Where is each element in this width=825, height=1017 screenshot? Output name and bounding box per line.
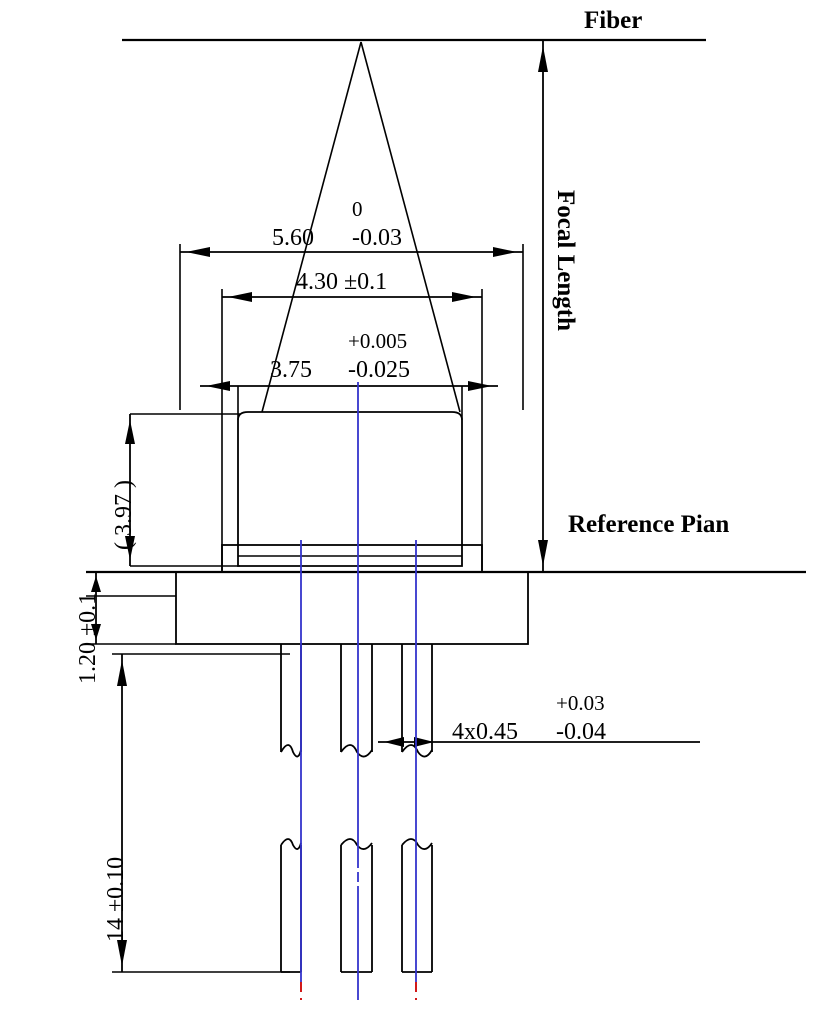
lead-1-break-2 — [281, 839, 301, 849]
label-reference-plane: Reference Pian — [568, 511, 730, 538]
lead-1-break — [281, 745, 301, 757]
can-cap-outline — [238, 412, 462, 566]
lead-2-break — [341, 745, 372, 757]
dim-1-20-arrow-top — [91, 576, 101, 592]
can-flange-rect — [222, 545, 482, 572]
lead-2-lower — [341, 845, 372, 972]
dim-14-value: 14 ±0.10 — [103, 856, 129, 942]
dim-3-75-arrow-right — [468, 381, 492, 391]
dim-14-arrow-top — [117, 660, 127, 686]
dim-5-60-tol-lower: -0.03 — [352, 225, 402, 251]
lead-2-upper — [341, 644, 372, 752]
can-base-group — [86, 572, 528, 644]
lead-3-upper — [402, 644, 432, 752]
focal-length-dimension — [538, 40, 548, 572]
dim-4x0-45-tol-lower: -0.04 — [556, 719, 606, 745]
dim-4x0-45-arrow-left — [384, 737, 404, 747]
dim-14-group — [112, 654, 290, 972]
lead-1-upper — [281, 644, 301, 752]
dim-3-75-tol-lower: -0.025 — [348, 357, 410, 383]
dim-5-60-arrow-right — [493, 247, 517, 257]
lead-3-break — [402, 745, 432, 757]
lead-3-lower — [402, 845, 432, 972]
dim-4x0-45-value: 4x0.45 — [452, 719, 518, 745]
dim-3-75-group — [200, 381, 498, 420]
dim-4x0-45-tol-upper: +0.03 — [556, 691, 605, 715]
dim-4x0-45-arrow-right — [414, 737, 434, 747]
dim-14-arrow-bottom — [117, 940, 127, 966]
dim-4x0-45-group — [378, 737, 700, 747]
centerlines-group — [301, 382, 416, 1000]
dim-4-30-arrow-right — [452, 292, 476, 302]
dim-5-60-tol-upper: 0 — [352, 197, 363, 221]
dim-4-30-value: 4.30 ±0.1 — [296, 269, 388, 295]
focal-length-arrow-top — [538, 46, 548, 72]
lead-1-lower — [281, 845, 301, 972]
dim-1-20-value: 1.20 ±0.1 — [75, 592, 101, 684]
dim-3-75-arrow-left — [206, 381, 230, 391]
leads-group — [281, 644, 432, 972]
dim-4-30-arrow-left — [228, 292, 252, 302]
lead-2-break-2 — [341, 839, 372, 849]
can-dome-path — [238, 412, 462, 566]
can-base-rect — [176, 572, 528, 644]
dim-3-97-arrow-top — [125, 420, 135, 444]
label-fiber: Fiber — [584, 7, 643, 34]
focal-length-arrow-bottom — [538, 540, 548, 566]
dim-5-60-value: 5.60 — [272, 225, 314, 251]
dim-3-75-tol-upper: +0.005 — [348, 329, 408, 353]
dim-5-60-arrow-left — [186, 247, 210, 257]
dim-3-97-value: ( 3.97 ) — [111, 480, 137, 550]
lead-3-break-2 — [402, 839, 432, 849]
label-focal-length: Focal Length — [552, 190, 579, 331]
dim-3-75-value: 3.75 — [270, 357, 312, 383]
